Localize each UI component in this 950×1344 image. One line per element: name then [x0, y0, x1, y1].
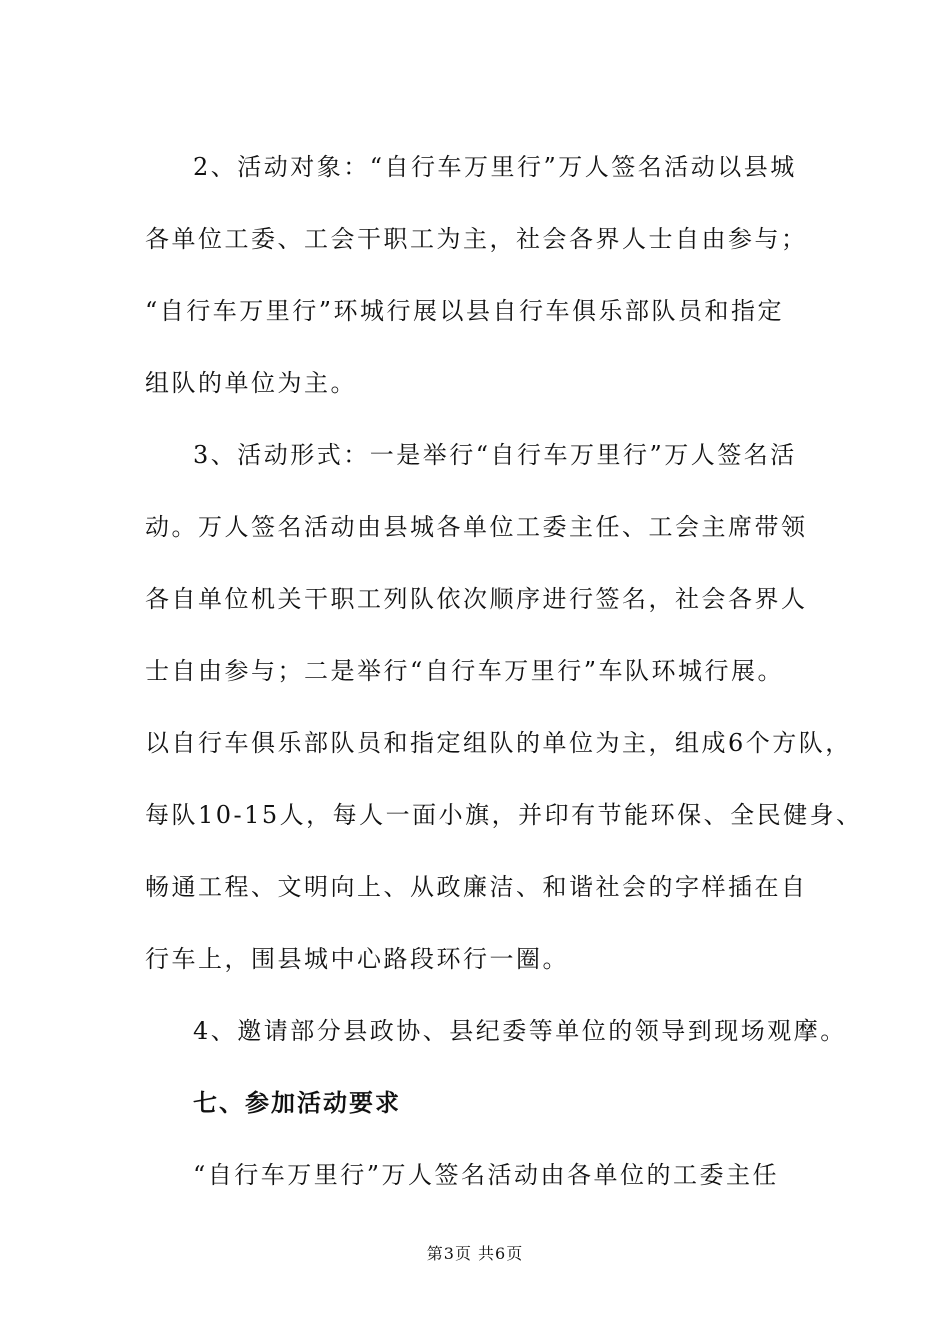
- paragraph-activity-target-line-4: 组队的单位为主。: [145, 369, 357, 397]
- section-heading-requirements: 七、参加活动要求: [193, 1089, 401, 1117]
- paragraph-invitation: 4、邀请部分县政协、县纪委等单位的领导到现场观摩。: [193, 1017, 847, 1045]
- paragraph-activity-form-line-8: 行车上，围县城中心路段环行一圈。: [145, 945, 569, 973]
- paragraph-activity-form-line-6: 每队10-15人，每人一面小旗，并印有节能环保、全民健身、: [145, 801, 863, 829]
- paragraph-activity-target-line-3: “自行车万里行”环城行展以县自行车俱乐部队员和指定: [145, 297, 785, 325]
- paragraph-activity-form-line-4: 士自由参与；二是举行“自行车万里行”车队环城行展。: [145, 657, 785, 685]
- paragraph-activity-form-line-2: 动。万人签名活动由县城各单位工委主任、工会主席带领: [145, 513, 808, 541]
- paragraph-activity-target-line-2: 各单位工委、工会干职工为主，社会各界人士自由参与；: [145, 225, 808, 253]
- paragraph-requirements-line-1: “自行车万里行”万人签名活动由各单位的工委主任: [193, 1161, 780, 1189]
- paragraph-activity-form-line-7: 畅通工程、文明向上、从政廉洁、和谐社会的字样插在自: [145, 873, 808, 901]
- paragraph-activity-form-line-1: 3、活动形式：一是举行“自行车万里行”万人签名活: [193, 441, 797, 469]
- paragraph-activity-form-line-5: 以自行车俱乐部队员和指定组队的单位为主，组成6个方队，: [145, 729, 852, 757]
- document-body: [145, 131, 863, 1211]
- page-number-footer: 第3页 共6页: [426, 1244, 524, 1263]
- paragraph-activity-target-line-1: 2、活动对象：“自行车万里行”万人签名活动以县城: [193, 153, 797, 181]
- paragraph-activity-form-line-3: 各自单位机关干职工列队依次顺序进行签名，社会各界人: [145, 585, 808, 613]
